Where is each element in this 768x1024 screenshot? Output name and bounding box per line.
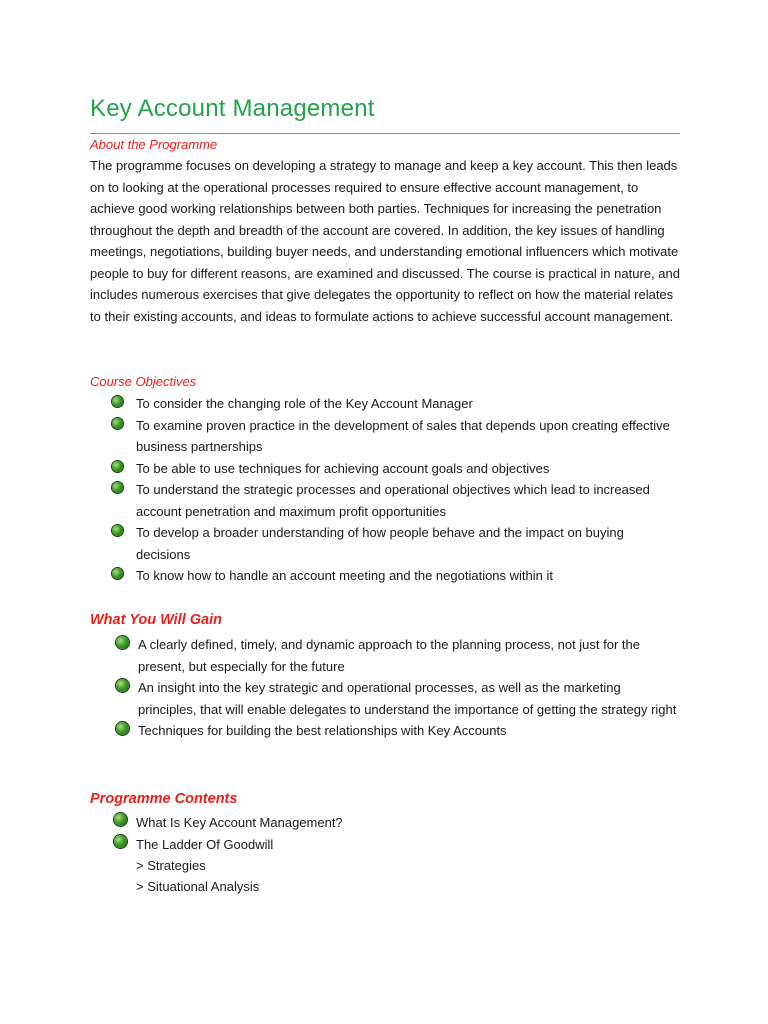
bullet-icon xyxy=(112,461,123,472)
bullet-icon xyxy=(112,568,123,579)
gain-text: An insight into the key strategic and operational processes, as well as the marketing principles, that will enable delegates to understand the importance of getting the strategy right xyxy=(138,680,677,717)
objectives-heading: Course Objectives xyxy=(90,374,197,389)
objective-text: To examine proven practice in the development of sales that depends upon creating effective business partnerships xyxy=(136,417,670,454)
objective-text: To know how to handle an account meeting and the negotiations within it xyxy=(136,568,553,583)
list-item xyxy=(136,415,676,458)
gains-list xyxy=(138,634,678,742)
about-paragraph: The programme focuses on developing a strategy to manage and keep a key account. This then leads on to looking at the operational processes required to ensure effective account management, to achieve good working relationships between both parties. Techniques for increasing the penetration throughout the depth and breadth of the account are covered. In addition, the key issues of handling meetings, negotiations, building buyer needs, and understanding emotional influencers which motivate people to buy for different reasons, are examined and discussed. The course is practical in nature, and includes numerous exercises that give delegates the opportunity to reflect on how the material relates to their existing accounts, and ideas to formulate actions to achieve successful account management. xyxy=(90,158,680,324)
list-item xyxy=(136,834,676,856)
objectives-list xyxy=(136,393,676,587)
list-item xyxy=(138,634,678,677)
objective-text: To consider the changing role of the Key Account Manager xyxy=(136,396,473,411)
contents-subitem: > Strategies xyxy=(136,858,206,873)
objective-text: To develop a broader understanding of how people behave and the impact on buying decisions xyxy=(136,525,624,562)
bullet-icon xyxy=(116,636,129,649)
document-title: Key Account Management xyxy=(90,95,375,122)
bullet-icon xyxy=(112,525,123,536)
bullet-icon xyxy=(112,396,123,407)
list-item xyxy=(136,458,676,480)
list-item xyxy=(136,522,676,565)
bullet-icon xyxy=(116,722,129,735)
list-item xyxy=(136,565,676,587)
bullet-icon xyxy=(114,813,127,826)
gain-text: Techniques for building the best relationships with Key Accounts xyxy=(138,723,507,738)
contents-list xyxy=(136,812,676,855)
list-item xyxy=(136,479,676,522)
contents-heading: Programme Contents xyxy=(90,791,238,807)
objective-text: To be able to use techniques for achieving account goals and objectives xyxy=(136,460,550,476)
bullet-icon xyxy=(114,835,127,848)
list-item xyxy=(138,677,678,720)
gain-heading: What You Will Gain xyxy=(90,612,222,628)
list-item xyxy=(136,812,676,834)
bullet-icon xyxy=(116,679,129,692)
list-item xyxy=(136,393,676,415)
bullet-icon xyxy=(112,482,123,493)
list-item xyxy=(138,720,678,742)
contents-subitem: > Situational Analysis xyxy=(136,879,260,894)
title-divider xyxy=(90,133,680,134)
gain-text: A clearly defined, timely, and dynamic approach to the planning process, not just for the present, but especially for the future xyxy=(138,637,640,674)
contents-text: What Is Key Account Management? xyxy=(136,815,343,830)
contents-text: The Ladder Of Goodwill xyxy=(136,836,274,852)
objective-text: To understand the strategic processes and operational objectives which lead to increased account penetration and maximum profit opportunities xyxy=(136,482,650,519)
about-heading: About the Programme xyxy=(90,137,218,152)
bullet-icon xyxy=(112,418,123,429)
